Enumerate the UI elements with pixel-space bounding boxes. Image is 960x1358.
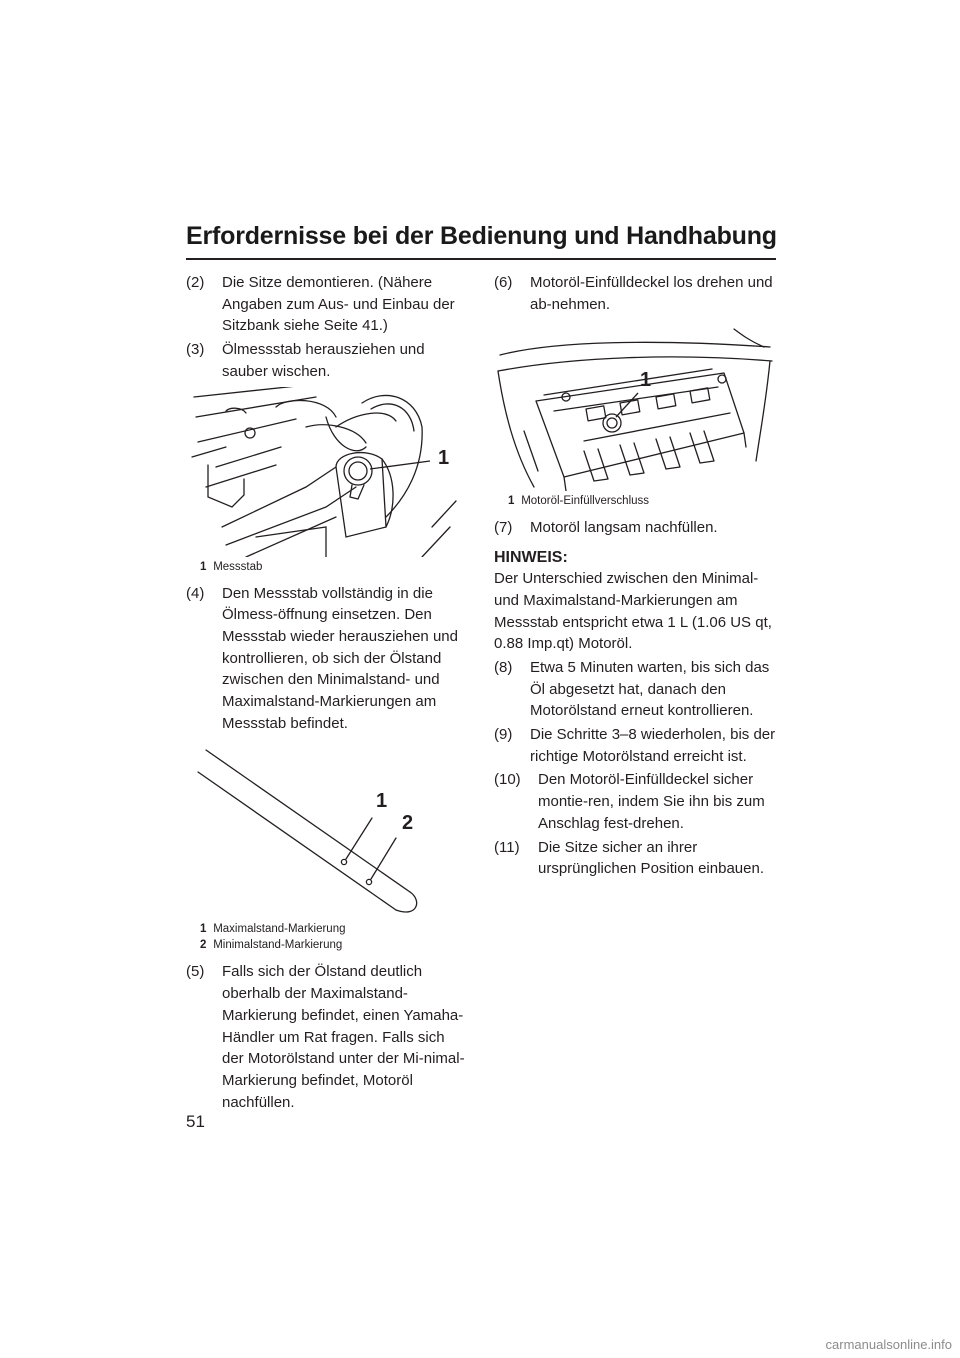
step-number: (2): [186, 274, 205, 291]
step-9: [494, 724, 776, 767]
page-number: 51: [186, 1112, 205, 1131]
left-column: [186, 272, 468, 1115]
step-number: (4): [186, 584, 205, 602]
step-6: [494, 272, 776, 315]
dipstick-illustration: [186, 742, 468, 917]
legend-number: 1: [200, 923, 207, 936]
step-number: (11): [494, 838, 520, 856]
watermark: carmanualsonline.info: [825, 1337, 952, 1352]
right-column: [494, 272, 776, 882]
step-text: Den Motoröl-Einfülldeckel sicher montie-ren, indem Sie ihn bis zum Anschlag fest-drehen.: [538, 771, 765, 832]
callout-dipstick: 1: [438, 446, 450, 469]
step-number: (8): [494, 658, 513, 676]
legend-number: 2: [200, 939, 207, 952]
step-number: (9): [494, 726, 513, 744]
step-text: Falls sich der Ölstand deutlich oberhalb der Maximalstand-Markierung befindet, einen Yamaha-Händler um Rat fragen. Falls sich der Motorölstand unter der Mi-nimal-Markierung befindet, Motoröl nachfüllen.: [222, 963, 465, 1111]
step-10: [494, 769, 776, 834]
page-title: Erfordernisse bei der Bedienung und Handhabung: [186, 222, 777, 250]
legend-label: Maximalstand-Markierung: [213, 923, 346, 936]
callout-min-mark: 2: [402, 812, 414, 835]
legend-number: 1: [200, 560, 207, 573]
legend-entry: [200, 937, 468, 953]
note-text: Der Unterschied zwischen den Minimal- und Maximalstand-Markierungen am Messstab entspricht etwa 1 L (1.06 US qt, 0.88 Imp.qt) Motoröl.: [494, 570, 772, 653]
legend-label: Minimalstand-Markierung: [213, 939, 343, 952]
step-2: [186, 272, 468, 337]
legend-entry: [508, 493, 776, 509]
step-text: Die Sitze sicher an ihrer ursprünglichen Position einbauen.: [538, 838, 764, 878]
step-5: [186, 961, 468, 1113]
step-number: (3): [186, 341, 205, 359]
legend-entry: [200, 559, 468, 575]
step-number: (10): [494, 771, 521, 789]
callout-max-mark: 1: [376, 790, 388, 813]
legend-label: Motoröl-Einfüllverschluss: [521, 495, 650, 508]
step-number: (7): [494, 519, 513, 537]
header-rule: [186, 258, 776, 260]
step-text: Die Schritte 3–8 wiederholen, bis der richtige Motorölstand erreicht ist.: [530, 726, 776, 765]
legend-label: Messstab: [213, 560, 263, 573]
legend-number: 1: [508, 495, 515, 508]
step-number: (6): [494, 274, 513, 291]
step-11: [494, 837, 776, 880]
step-text: Die Sitze demontieren. (Nähere Angaben zum Aus- und Einbau der Sitzbank siehe Seite 41.): [222, 274, 455, 335]
step-3: [186, 339, 468, 382]
figure-legend: [508, 493, 776, 509]
step-text: Motoröl-Einfülldeckel los drehen und ab-nehmen.: [530, 274, 773, 313]
step-text: Motoröl langsam nachfüllen.: [530, 519, 718, 537]
engine-compartment-illustration: [494, 321, 776, 491]
step-text: Den Messstab vollständig in die Ölmess-öffnung einsetzen. Den Messstab wieder herausziehen und kontrollieren, ob sich der Ölstand zwischen den Minimalstand- und Maximalstand-Markierungen am Messstab befindet.: [222, 584, 458, 732]
figure-legend: [200, 921, 468, 953]
seat-compartment-illustration: [186, 387, 468, 557]
step-8: [494, 657, 776, 722]
callout-filler-cap: 1: [640, 369, 652, 392]
figure-dipstick-marks: [186, 742, 468, 917]
step-number: (5): [186, 963, 205, 981]
step-text: Ölmessstab herausziehen und sauber wischen.: [222, 341, 425, 380]
note-heading: HINWEIS:: [494, 549, 568, 567]
figure-oil-filler-cap: [494, 321, 776, 491]
step-text: Etwa 5 Minuten warten, bis sich das Öl abgesetzt hat, danach den Motorölstand erneut kontrollieren.: [530, 658, 770, 720]
step-7: [494, 517, 776, 539]
figure-legend: [200, 559, 468, 575]
step-4: [186, 583, 468, 735]
figure-dipstick-location: [186, 387, 468, 557]
legend-entry: [200, 921, 468, 937]
